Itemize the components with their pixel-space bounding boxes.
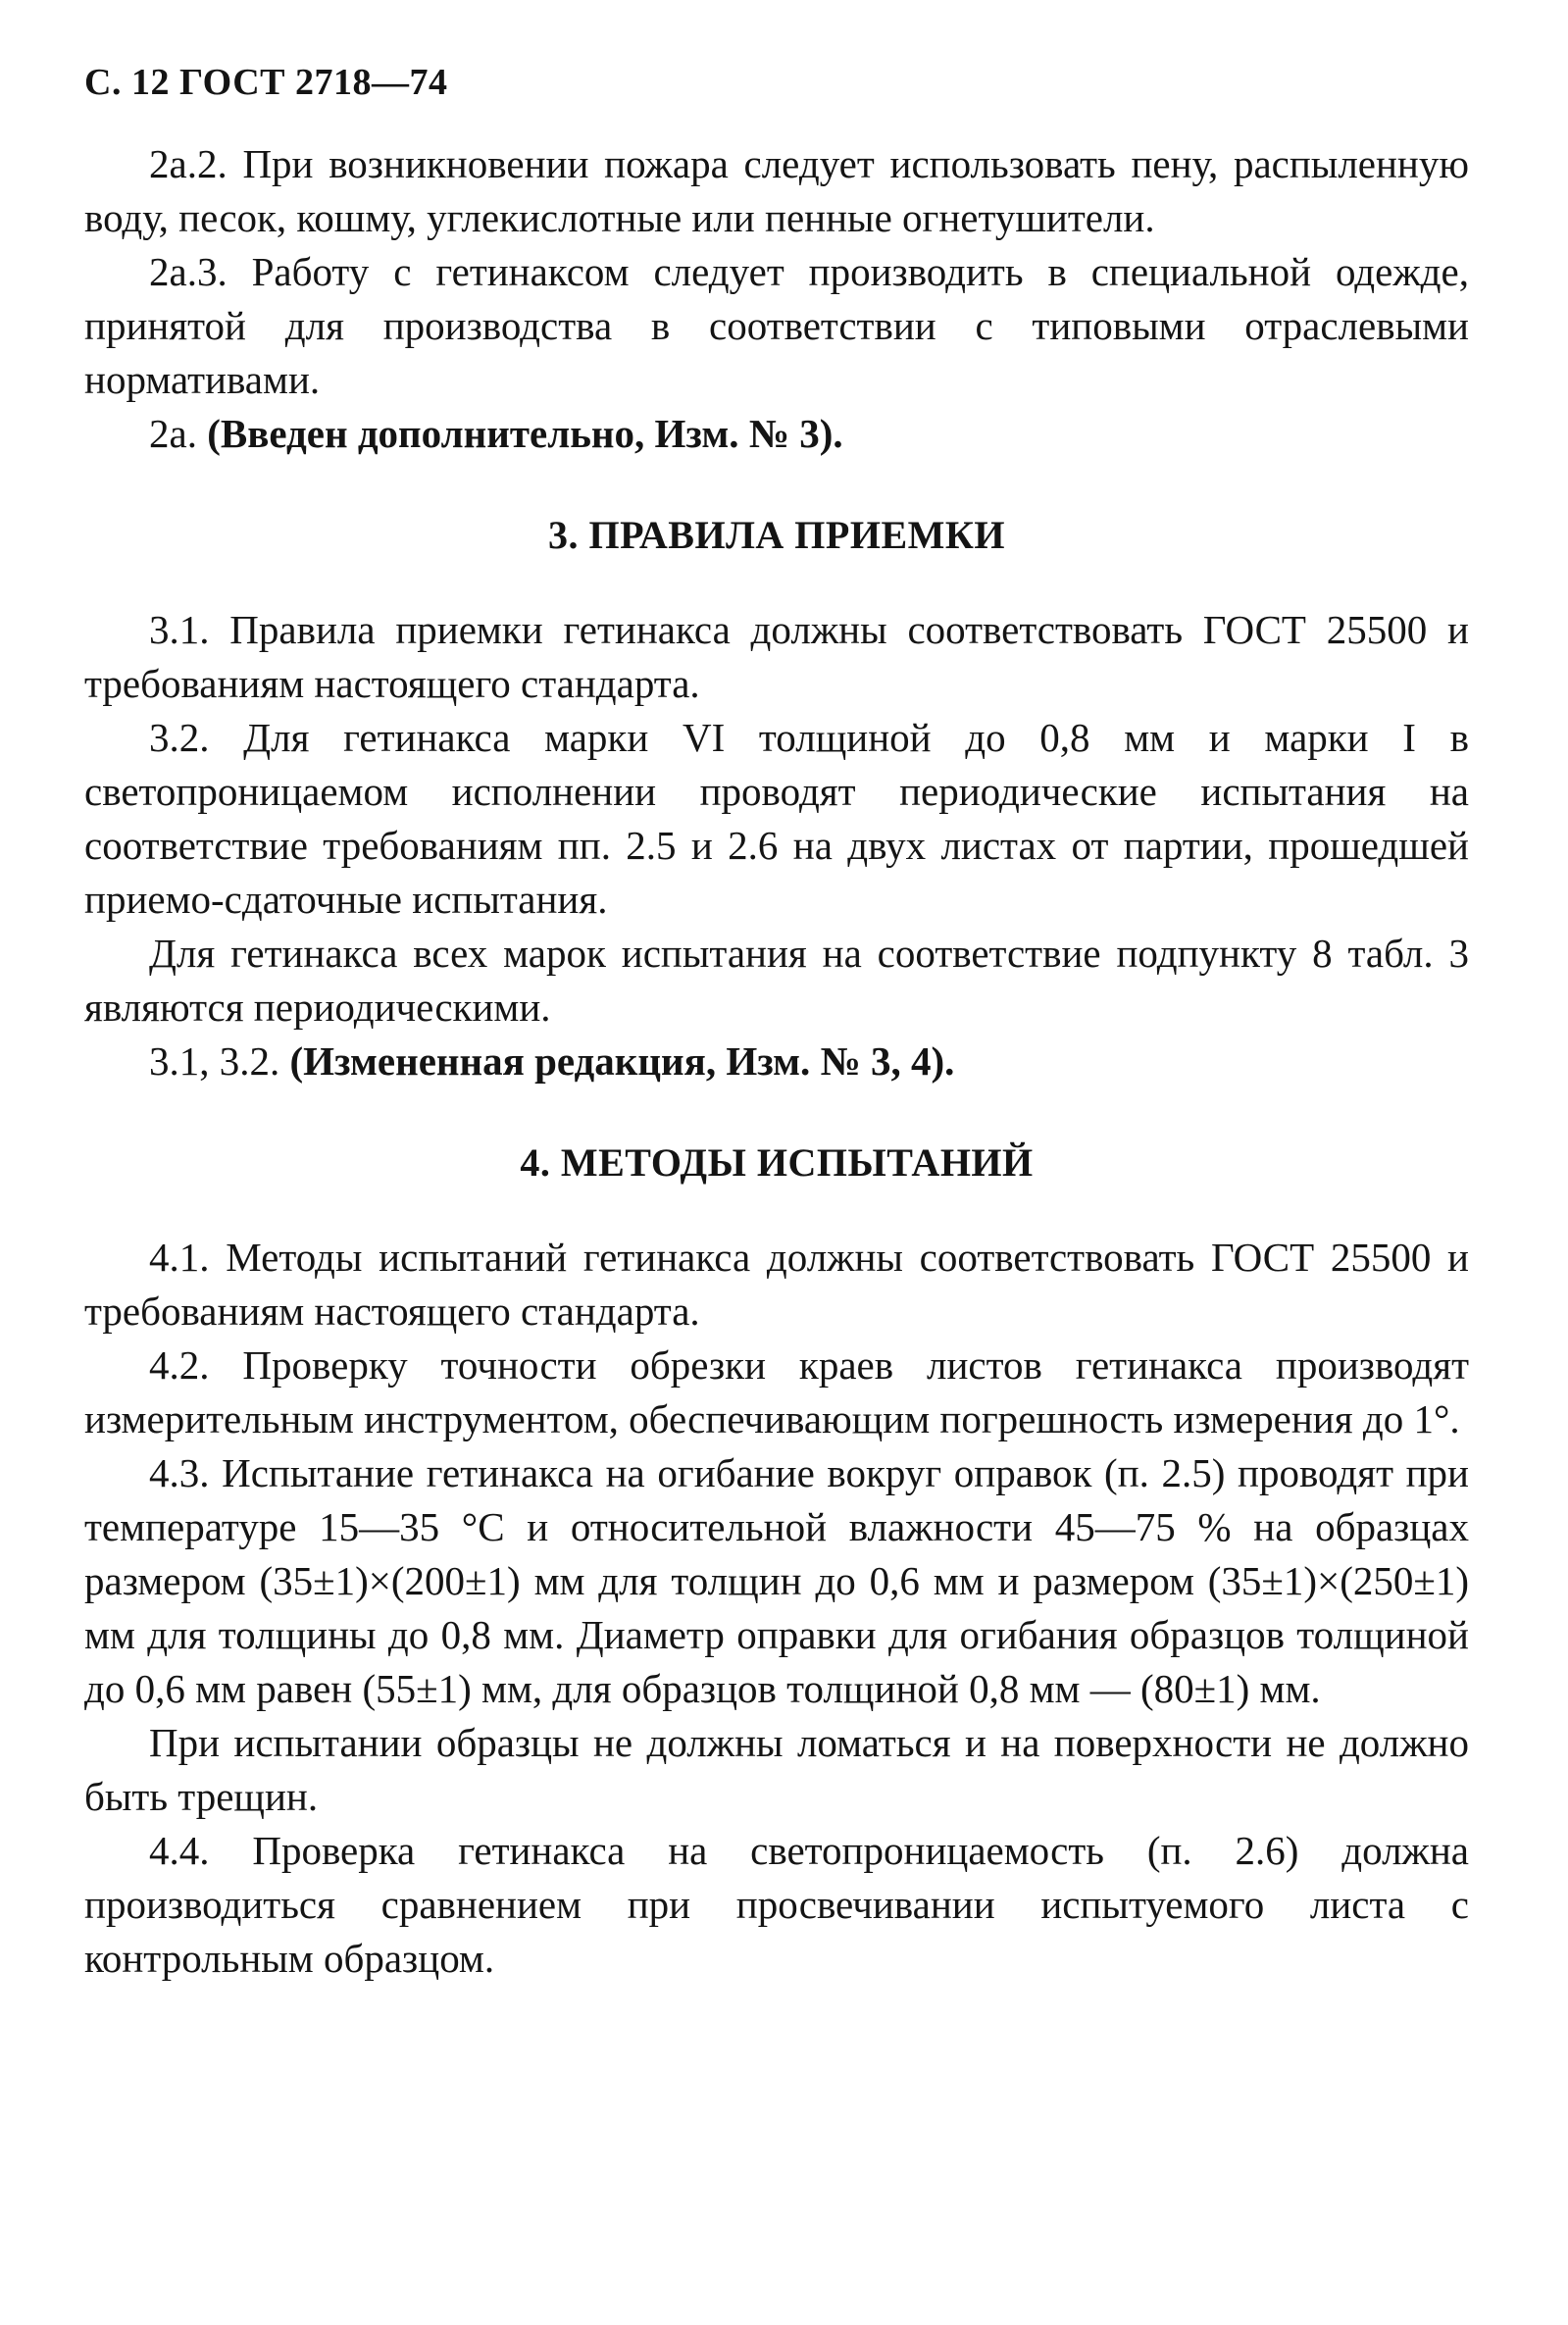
paragraph-3-1: 3.1. Правила приемки гетинакса должны соответствовать ГОСТ 25500 и требованиям настоящего стандарта. — [84, 607, 1469, 706]
paragraph-2a3: 2а.3. Работу с гетинаксом следует производить в специальной одежде, принятой для производства в соответствии с типовыми отраслевыми нормативами. — [84, 249, 1469, 402]
note-lead: 2а. — [149, 411, 208, 456]
paragraph-4-3-continued: При испытании образцы не должны ломаться и на поверхности не должно быть трещин. — [84, 1720, 1469, 1819]
paragraph-3-2-continued: Для гетинакса всех марок испытания на соответствие подпункту 8 табл. 3 являются периодическими. — [84, 931, 1469, 1030]
note-text: (Введен дополнительно, Изм. № 3). — [207, 411, 843, 456]
body-text — [84, 137, 1469, 1986]
amendment-note-3 — [84, 1035, 1469, 1088]
amendment-note-2a — [84, 407, 1469, 461]
paragraph-4-4: 4.4. Проверка гетинакса на светопроницаемость (п. 2.6) должна производиться сравнением при просвечивании испытуемого листа с контрольным образцом. — [84, 1828, 1469, 1981]
section-heading-acceptance: 3. ПРАВИЛА ПРИЕМКИ — [547, 513, 1005, 557]
paragraph-2a2: 2а.2. При возникновении пожара следует использовать пену, распыленную воду, песок, кошму, углекислотные или пенные огнетушители. — [84, 141, 1469, 240]
paragraph-4-2: 4.2. Проверку точности обрезки краев листов гетинакса производят измерительным инструментом, обеспечивающим погрешность измерения до 1°. — [84, 1342, 1469, 1441]
paragraph-4-3: 4.3. Испытание гетинакса на огибание вокруг оправок (п. 2.5) проводят при температуре 15—35 °С и относительной влажности 45—75 % на образцах размером (35±1)×(200±1) мм для толщин до 0,6 мм и размером (35±1)×(250±1) мм для толщины до 0,8 мм. Диаметр оправки для огибания образцов толщиной до 0,6 мм равен (55±1) мм, для образцов толщиной 0,8 мм — (80±1) мм. — [84, 1450, 1469, 1711]
section-heading-test-methods: 4. МЕТОДЫ ИСПЫТАНИЙ — [520, 1140, 1034, 1185]
paragraph-4-1: 4.1. Методы испытаний гетинакса должны соответствовать ГОСТ 25500 и требованиям настоящего стандарта. — [84, 1235, 1469, 1334]
note-lead: 3.1, 3.2. — [149, 1038, 290, 1084]
running-head: С. 12 ГОСТ 2718—74 — [84, 62, 448, 103]
paragraph-3-2: 3.2. Для гетинакса марки VI толщиной до 0,8 мм и марки I в светопроницаемом исполнении проводят периодические испытания на соответствие требованиям пп. 2.5 и 2.6 на двух листах от партии, прошедшей приемо-сдаточные испытания. — [84, 715, 1469, 922]
note-text: (Измененная редакция, Изм. № 3, 4). — [289, 1038, 955, 1084]
